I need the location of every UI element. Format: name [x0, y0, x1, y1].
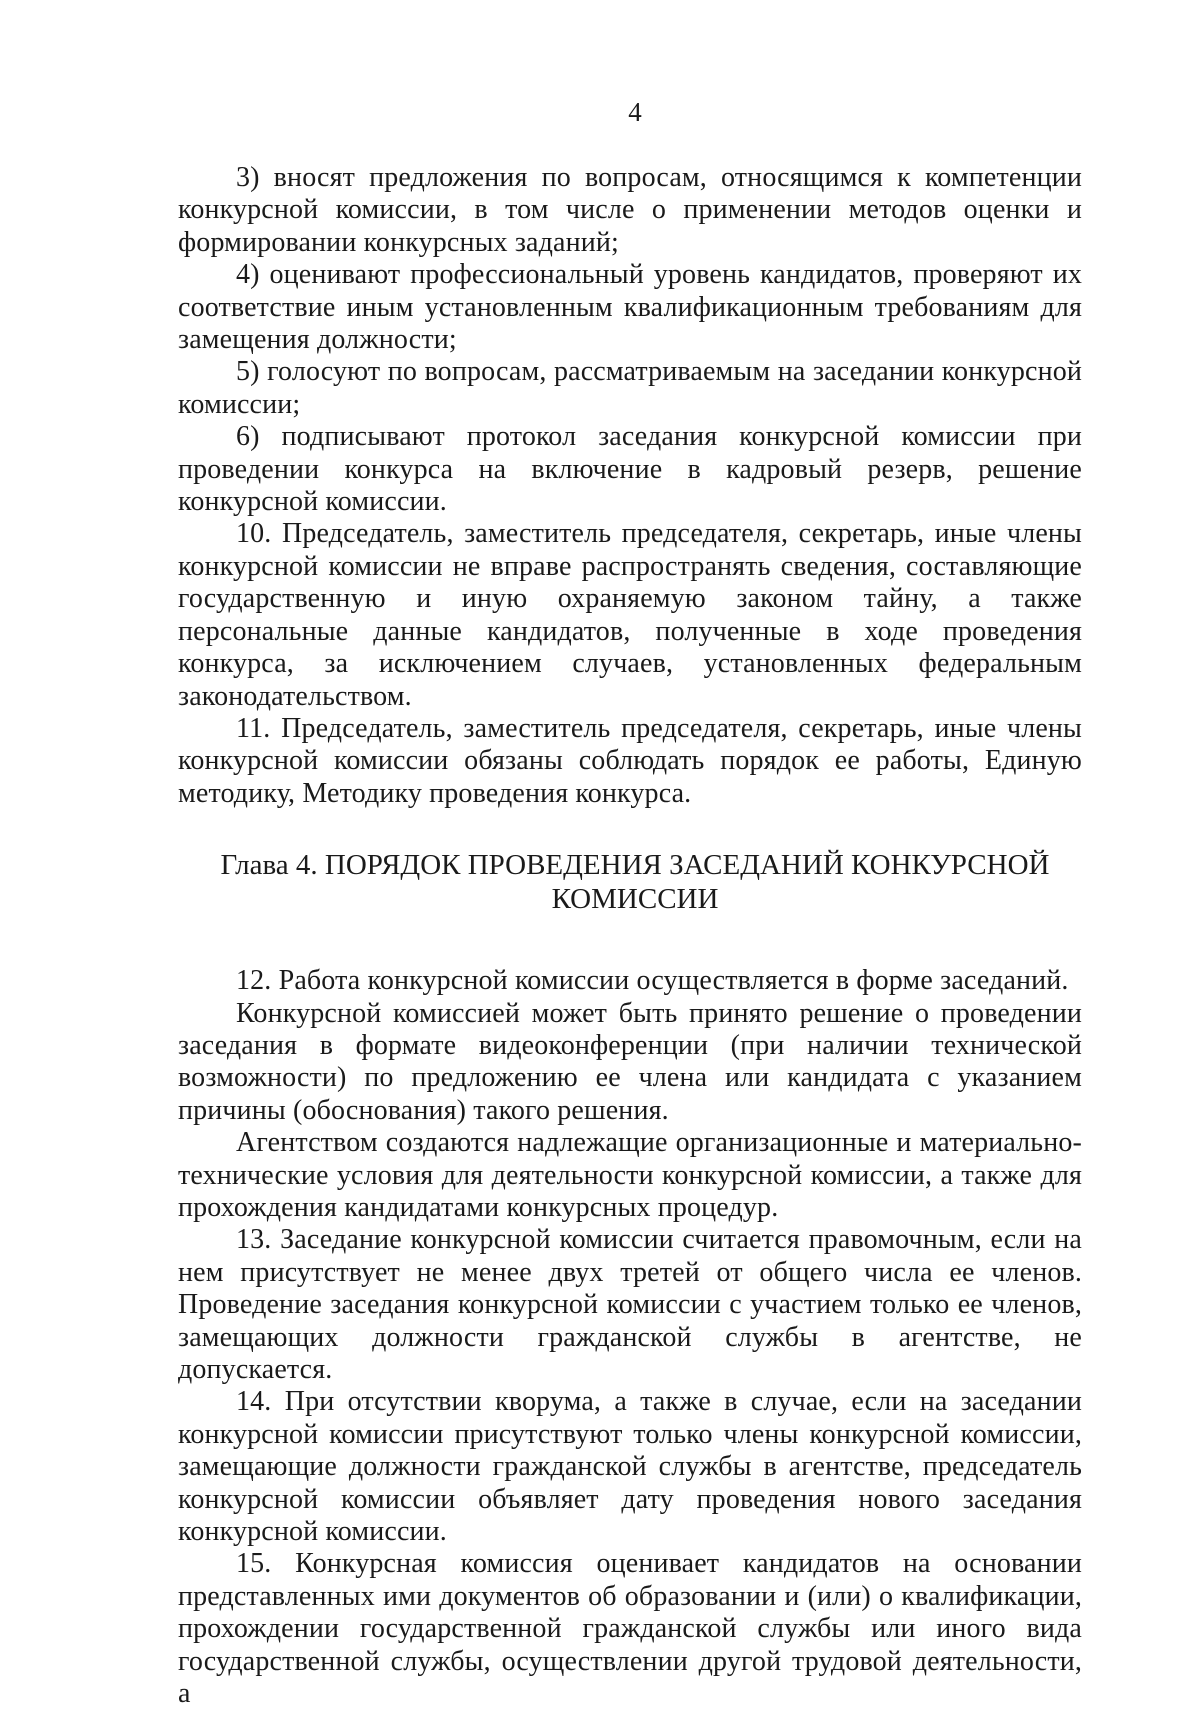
paragraph-item-3: 3) вносят предложения по вопросам, относящимся к компетенции конкурсной комиссии, в том числе о применении методов оценки и формировании конкурсных заданий;	[178, 162, 1082, 258]
section-bottom	[178, 965, 1082, 1710]
paragraph-item-5: 5) голосуют по вопросам, рассматриваемым на заседании конкурсной комиссии;	[178, 356, 1082, 420]
paragraph-clause-12: 12. Работа конкурсной комиссии осуществляется в форме заседаний.	[236, 965, 1069, 997]
chapter-heading	[178, 848, 1082, 916]
paragraph-item-6: 6) подписывают протокол заседания конкурсной комиссии при проведении конкурса на включение в кадровый резерв, решение конкурсной комиссии.	[178, 421, 1082, 518]
paragraph-clause-15: 15. Конкурсная комиссия оценивает кандидатов на основании представленных ими документов об образовании и (или) о квалификации, прохождении государственной гражданской службы или иного вида государственной службы, осуществлении другой трудовой деятельности, а	[178, 1548, 1082, 1710]
paragraph-videoconference: Конкурсной комиссией может быть принято решение о проведении заседания в формате видеоконференции (при наличии технической возможности) по предложению ее члена или кандидата с указанием причины (обоснования) такого решения.	[178, 997, 1082, 1126]
paragraph-clause-14: 14. При отсутствии кворума, а также в случае, если на заседании конкурсной комиссии присутствуют только члены конкурсной комиссии, замещающие должности гражданской службы в агентстве, председатель конкурсной комиссии объявляет дату проведения нового заседания конкурсной комиссии.	[178, 1386, 1082, 1548]
chapter-heading-line-1: Глава 4. ПОРЯДОК ПРОВЕДЕНИЯ ЗАСЕДАНИЙ КОНКУРСНОЙ	[220, 849, 1050, 882]
paragraph-clause-10: 10. Председатель, заместитель председателя, секретарь, иные члены конкурсной комиссии не вправе распространять сведения, составляющие государственную и иную охраняемую законом тайну, а также персональные данные кандидатов, полученные в ходе проведения конкурса, за исключением случаев, установленных федеральным законодательством.	[178, 518, 1082, 712]
chapter-heading-line-2: КОМИССИИ	[551, 883, 719, 916]
paragraph-clause-11: 11. Председатель, заместитель председателя, секретарь, иные члены конкурсной комиссии обязаны соблюдать порядок ее работы, Единую методику, Методику проведения конкурса.	[178, 712, 1082, 809]
paragraph-clause-13: 13. Заседание конкурсной комиссии считается правомочным, если на нем присутствует не менее двух третей от общего числа ее членов. Проведение заседания конкурсной комиссии с участием только ее членов, замещающих должности гражданской службы в агентстве, не допускается.	[178, 1224, 1082, 1385]
paragraph-item-4: 4) оценивают профессиональный уровень кандидатов, проверяют их соответствие иным установленным квалификационным требованиям для замещения должности;	[178, 259, 1082, 356]
page-number: 4	[628, 97, 642, 127]
section-top	[178, 162, 1082, 810]
paragraph-agency-conditions: Агентством создаются надлежащие организационные и материально-технические условия для деятельности конкурсной комиссии, а также для прохождения кандидатами конкурсных процедур.	[178, 1127, 1082, 1223]
